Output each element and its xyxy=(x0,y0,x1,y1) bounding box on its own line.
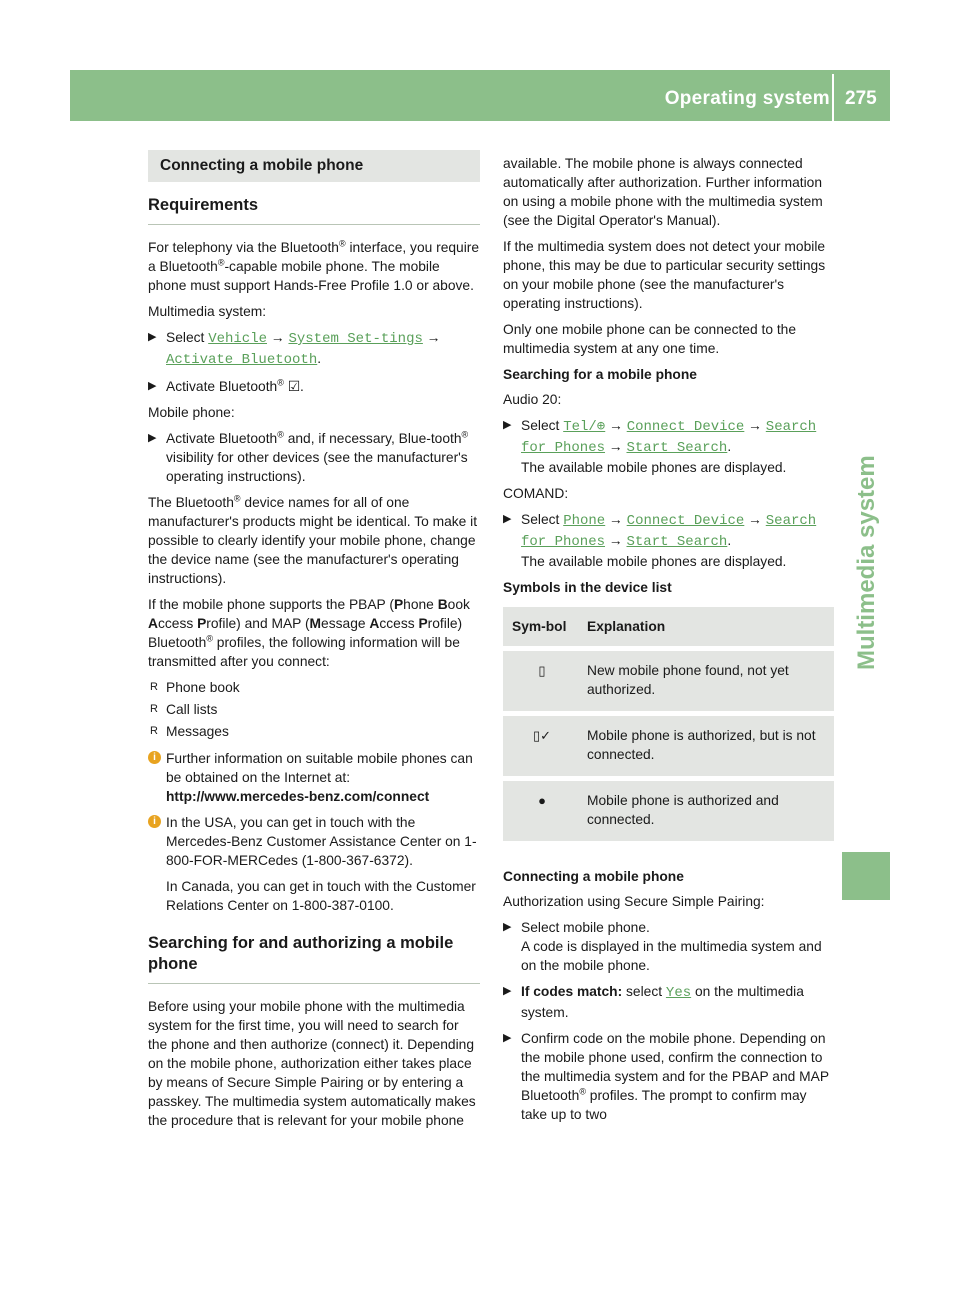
table-header-row xyxy=(503,607,834,649)
menu-vehicle[interactable]: Vehicle xyxy=(208,331,267,347)
menu-start-search[interactable]: Start Search xyxy=(626,534,728,550)
table-header-symbol: Sym‑bol xyxy=(512,619,567,634)
requirements-heading: Requirements xyxy=(148,195,480,225)
step-arrow-icon: ▶ xyxy=(148,331,157,343)
bullet-icon: R xyxy=(150,681,158,693)
step-arrow-icon: ▶ xyxy=(503,985,512,997)
step-comand-search: ▶ Select Phone → Connect Device → Search for Phones → Start Search. The available mobile phones are displayed. xyxy=(503,512,817,569)
header-divider xyxy=(832,74,834,121)
menu-yes[interactable]: Yes xyxy=(665,985,692,1001)
step-arrow-icon: ▶ xyxy=(503,921,512,933)
bullet-icon: R xyxy=(150,725,158,737)
table-header-explanation: Explanation xyxy=(587,619,666,634)
comand-label: COMAND: xyxy=(503,486,569,501)
ssp-label: Authorization using Secure Simple Pairing: xyxy=(503,894,765,909)
menu-tel[interactable]: Tel/⊕ xyxy=(563,419,606,435)
step-activate-bluetooth: ▶ Activate Bluetooth® ☑. xyxy=(148,377,304,394)
step-select-vehicle: ▶ Select Vehicle → System Set‑tings → Activate Bluetooth. xyxy=(148,330,441,368)
step-arrow-icon: ▶ xyxy=(148,380,157,392)
paragraph-one-phone: Only one mobile phone can be connected to the multimedia system at any one time. xyxy=(503,322,797,356)
table-row: ▯✓ Mobile phone is authorized, but is not connected. xyxy=(503,714,834,779)
page-section-title: Operating system xyxy=(664,88,830,109)
info-icon: i xyxy=(148,815,161,828)
searching-heading: Searching for a mobile phone xyxy=(503,367,697,382)
connecting-heading: Connecting a mobile phone xyxy=(503,869,684,884)
step-arrow-icon: ▶ xyxy=(503,1032,512,1044)
list-item: R Phone book xyxy=(150,680,240,695)
left-column xyxy=(148,150,480,1137)
info-note-website: i Further information on suitable mobile phones can be obtained on the Internet at: http://www.mercedes-benz.com/connect xyxy=(148,749,480,806)
menu-connect-device[interactable]: Connect Device xyxy=(626,513,745,529)
search-authorize-heading: Searching for and authorizing a mobile phone xyxy=(148,933,480,984)
mobile-phone-label: Mobile phone: xyxy=(148,405,235,420)
step-arrow-icon: ▶ xyxy=(503,419,512,431)
side-tab-label: Multimedia system xyxy=(853,455,880,670)
step-arrow-icon: ▶ xyxy=(503,513,512,525)
bullet-icon: R xyxy=(150,703,158,715)
step-phone-bluetooth: ▶ Activate Bluetooth® and, if necessary, Blue‑tooth® visibility for other devices (see the manufacturer's operating instructions). xyxy=(148,429,469,484)
paragraph-requirements: For telephony via the Bluetooth® interface, you require a Bluetooth®-capable mobile phone. The mobile phone must support Hands-Free Profile 1.0 or above. xyxy=(148,238,480,293)
table-row: ▯ New mobile phone found, not yet authorized. xyxy=(503,649,834,714)
section-heading: Connecting a mobile phone xyxy=(148,150,480,182)
website-link[interactable]: http://www.mercedes-benz.com/connect xyxy=(166,789,430,804)
paragraph-not-detect: If the multimedia system does not detect your mobile phone, this may be due to particular security settings on your mobile phone (see the manufacturer's operating instructions). xyxy=(503,239,826,311)
menu-phone[interactable]: Phone xyxy=(563,513,606,529)
audio20-label: Audio 20: xyxy=(503,392,562,407)
menu-system-settings[interactable]: System Set‑tings xyxy=(288,331,423,347)
page-number: 275 xyxy=(845,88,877,109)
connected-dot-icon: ● xyxy=(538,793,546,808)
info-note-contact: i In the USA, you can get in touch with the Mercedes-Benz Customer Assistance Center on 1-800-FOR-MERCedes (1-800-367-6372). In Canada, you can get in touch with the Customer Relations Center on 1-800-387-0100. xyxy=(148,813,480,915)
phone-authorized-icon: ▯✓ xyxy=(532,728,552,743)
info-icon: i xyxy=(148,751,161,764)
symbols-heading: Symbols in the device list xyxy=(503,580,672,595)
table-row: ● Mobile phone is authorized and connected. xyxy=(503,779,834,842)
menu-connect-device[interactable]: Connect Device xyxy=(626,419,745,435)
multimedia-label: Multimedia system: xyxy=(148,304,267,319)
right-column xyxy=(503,154,835,1131)
symbols-table xyxy=(503,607,834,841)
menu-search-for-phones[interactable]: Search for Phones xyxy=(521,419,817,456)
list-item: R Messages xyxy=(150,724,229,739)
list-item: R Call lists xyxy=(150,702,218,717)
paragraph-device-names: The Bluetooth® device names for all of one manufacturer's products might be identical. To make it possible to clearly identify your mobile phone, change the device name (see the manufacturer's operating instructions). xyxy=(148,493,478,586)
step-select-phone: ▶ Select mobile phone. A code is displayed in the multimedia system and on the mobile phone. xyxy=(503,920,822,973)
paragraph-available: available. The mobile phone is always connected automatically after authorization. Further information on using a mobile phone with the multimedia system (see the Digital Operator's Manual). xyxy=(503,156,823,228)
menu-start-search[interactable]: Start Search xyxy=(626,440,728,456)
step-arrow-icon: ▶ xyxy=(148,432,157,444)
paragraph-before-using: Before using your mobile phone with the multimedia system for the first time, you will need to search for the phone and then authorize (connect) it. Depending on the mobile phone, authorization either takes place by means of Secure Simple Pairing or by entering a passkey. The multimedia system automatically makes the procedure that is relevant for your mobile phone xyxy=(148,999,476,1128)
paragraph-pbap-map: If the mobile phone supports the PBAP (Phone Book Access Profile) and MAP (Message Access Profile) Bluetooth® profiles, the following information will be transmitted after you connect: xyxy=(148,597,470,669)
step-audio20-search: ▶ Select Tel/⊕ → Connect Device → Search for Phones → Start Search. The available mobile phones are displayed. xyxy=(503,418,817,475)
menu-activate-bluetooth[interactable]: Activate Bluetooth xyxy=(166,352,318,368)
phone-new-icon: ▯ xyxy=(538,663,546,678)
side-tab-marker xyxy=(842,852,890,900)
step-codes-match: ▶ If codes match: select Yes on the multimedia system. xyxy=(503,984,804,1020)
menu-search-for-phones[interactable]: Search for Phones xyxy=(521,513,817,550)
step-confirm-code: ▶ Confirm code on the mobile phone. Depending on the mobile phone used, confirm the connection to the multimedia system and for the PBAP and MAP Bluetooth® profiles. The prompt to confirm may take up to two xyxy=(503,1031,829,1122)
